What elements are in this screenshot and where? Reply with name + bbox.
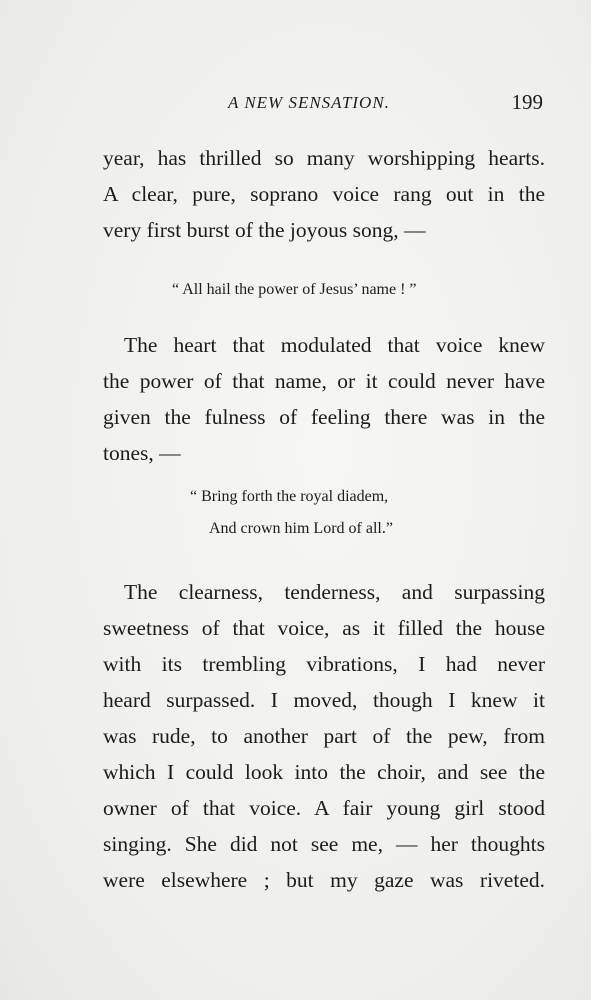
text-line: the power of that name, or it could never have: [103, 369, 545, 393]
running-head: [0, 88, 591, 118]
text-line: which I could look into the choir, and see the: [103, 760, 545, 784]
text-line: The clearness, tenderness, and surpassing: [124, 580, 545, 604]
text-line: singing. She did not see me, — her thoughts: [103, 832, 545, 856]
text-line: sweetness of that voice, as it filled the house: [103, 616, 545, 640]
text-line: with its trembling vibrations, I had never: [103, 652, 545, 676]
text-line: tones, —: [103, 441, 181, 465]
page-number: 199: [511, 90, 543, 114]
text-line: very first burst of the joyous song, —: [103, 218, 426, 242]
text-line: owner of that voice. A fair young girl stood: [103, 796, 545, 820]
text-line: The heart that modulated that voice knew: [124, 333, 545, 357]
text-line: was rude, to another part of the pew, from: [103, 724, 545, 748]
verse-quote-1: “ All hail the power of Jesus’ name ! ”: [172, 281, 417, 298]
text-line: year, has thrilled so many worshipping hearts.: [103, 146, 545, 170]
text-line: were elsewhere ; but my gaze was riveted.: [103, 868, 545, 892]
running-title: A NEW SENSATION.: [228, 93, 390, 112]
text-line: heard surpassed. I moved, though I knew it: [103, 688, 545, 712]
text-line: A clear, pure, soprano voice rang out in the: [103, 182, 545, 206]
verse-line: “ Bring forth the royal diadem,: [190, 488, 389, 505]
verse-line: And crown him Lord of all.”: [209, 520, 393, 537]
text-line: given the fulness of feeling there was in the: [103, 405, 545, 429]
